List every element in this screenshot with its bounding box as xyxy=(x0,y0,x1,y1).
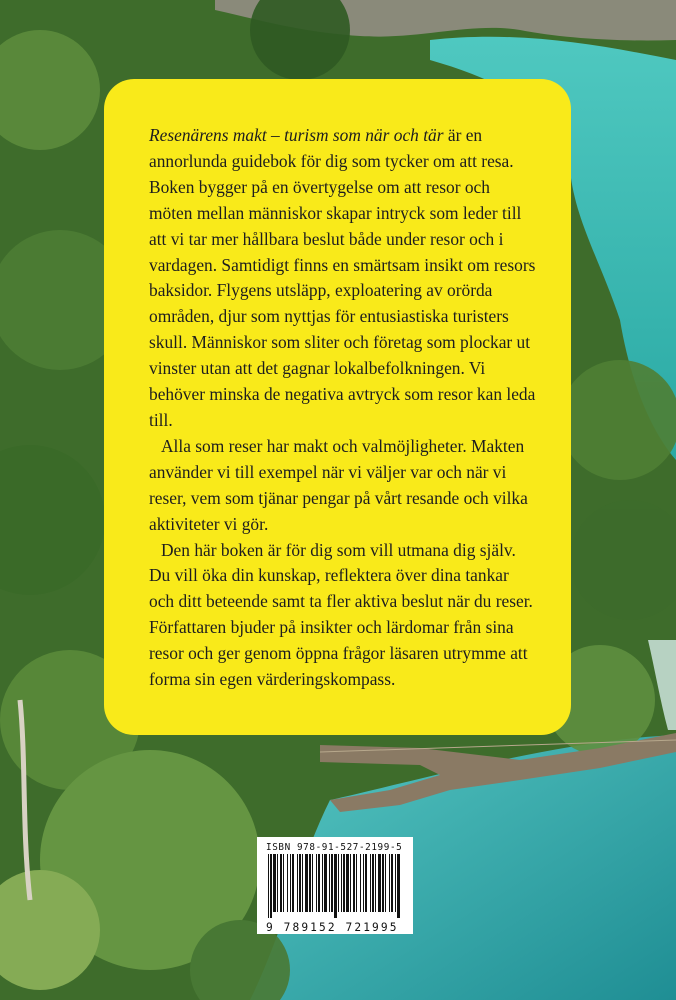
barcode-bar xyxy=(270,854,272,918)
barcode-bar xyxy=(280,854,282,912)
barcode-bar xyxy=(334,854,337,918)
barcode-bar xyxy=(378,854,381,912)
barcode-bar xyxy=(363,854,364,912)
barcode-bar xyxy=(329,854,330,912)
barcode-bar xyxy=(268,854,269,918)
barcode-bar xyxy=(375,854,376,912)
barcode-bar xyxy=(338,854,339,912)
barcode-bar xyxy=(318,854,320,912)
barcode-bar xyxy=(290,854,291,912)
barcode-bar xyxy=(277,854,278,912)
blurb-panel xyxy=(104,79,571,735)
blurb-paragraph-3: Den här boken är för dig som vill utmana dig själv. Du vill öka din kunskap, reflektera över dina tankar och ditt beteende samt ta fler aktiva beslut när du reser. Författaren bjuder på insikter och lärdomar från sina resor och ger genom öppna frågor läsaren utrymme att forma sin egen värderingskompass. xyxy=(149,539,533,690)
barcode-bar xyxy=(305,854,308,912)
barcode-bar xyxy=(385,854,386,912)
barcode-bar xyxy=(389,854,390,912)
barcode-bar xyxy=(370,854,371,912)
barcode-bar xyxy=(382,854,384,912)
barcode-bar xyxy=(365,854,367,912)
barcode-bar xyxy=(353,854,355,912)
barcode-bar xyxy=(350,854,351,912)
barcode-bar xyxy=(343,854,345,912)
back-cover-blurb xyxy=(149,123,537,693)
barcode-bar xyxy=(316,854,317,912)
barcode-bar xyxy=(309,854,311,912)
barcode-bar xyxy=(395,854,396,912)
barcode-bar xyxy=(283,854,284,912)
barcode-bars xyxy=(266,854,404,918)
barcode-digits: 9 789152 721995 xyxy=(266,921,399,934)
barcode-bar xyxy=(331,854,333,912)
barcode-bar xyxy=(287,854,288,912)
barcode-bar xyxy=(312,854,313,912)
barcode-bar xyxy=(391,854,393,912)
blurb-paragraph-1-text: är en annorlunda guidebok för dig som tycker om att resa. Boken bygger på en övertygelse om att resor och möten mellan människor skapar intryck som leder till att vi tar mer hållbara beslut både under resor och i vardagen. Samtidigt finns en smärtsam insikt om resors baksidor. Flygens utsläpp, exploatering av orörda områden, djur som nyttjas för entusiastiska turisters skull. Människor som sliter och företag som plockar ut vinster utan att det gagnar lokalbefolkningen. Vi behöver minska de negativa avtryck som resor kan leda till. xyxy=(149,125,536,430)
blurb-paragraph-2: Alla som reser har makt och valmöjligheter. Makten använder vi till exempel när vi väljer var och när vi reser, vem som tjänar pengar på vårt resande och vilka aktiviteter vi gör. xyxy=(149,435,528,534)
barcode-bar xyxy=(302,854,303,912)
barcode-bar xyxy=(397,854,400,918)
barcode-bar xyxy=(273,854,276,912)
barcode-bar xyxy=(372,854,374,912)
isbn-label: ISBN 978-91-527-2199-5 xyxy=(266,842,403,853)
barcode-bar xyxy=(346,854,349,912)
barcode-bar xyxy=(356,854,357,912)
barcode-bar xyxy=(297,854,298,912)
barcode-bar xyxy=(322,854,323,912)
barcode-bar xyxy=(360,854,361,912)
barcode-bar xyxy=(299,854,301,912)
barcode-bar xyxy=(292,854,294,912)
isbn-barcode-box xyxy=(257,837,413,934)
barcode-bar xyxy=(324,854,327,912)
blurb-paragraph-1 xyxy=(149,123,537,434)
book-title-italic: Resenärens makt – turism som när och tär xyxy=(149,125,444,145)
barcode-bar xyxy=(341,854,342,912)
